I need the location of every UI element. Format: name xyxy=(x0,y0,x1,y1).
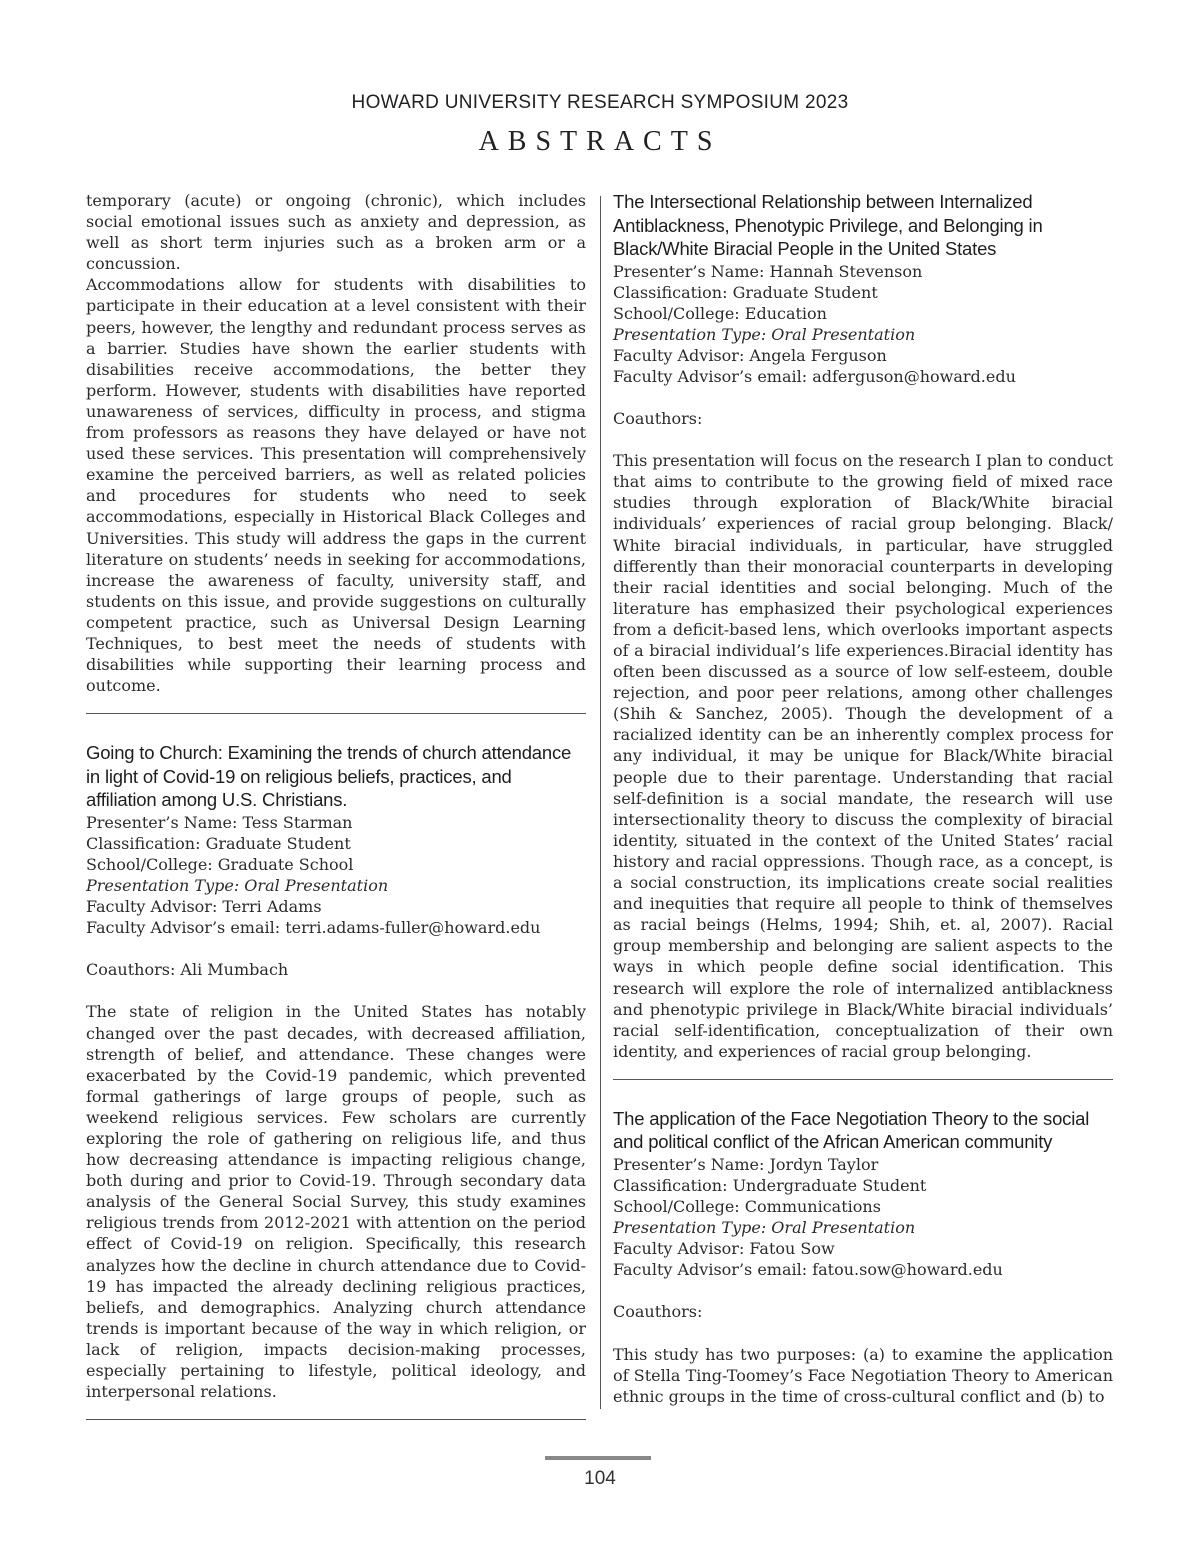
continued-abstract-text-2: Accommodations allow for students with disabilities to participate in their education at a level consistent with their peers, however, the lengthy and redundant process serves as a barrier. Studies have shown the earlier students with disabilities receive accommodations, the better they perform. However, students with disabilities have reported unawareness of services, difficulty in process, and stigma from professors as reasons they have delayed or have not used these services. This presentation will comprehensively examine the perceived barriers, as well as related policies and procedures for students who need to seek accommodations, especially in Historical Black Colleges and Universities. This study will address the gaps in the current literature on students’ needs in seeking for accommodations, increase the awareness of faculty, university staff, and students on this issue, and provide suggestions on culturally competent practice, such as Universal Design Learning Techniques, to best meet the needs of students with disabilities while supporting their learning process and outcome. xyxy=(86,275,586,696)
abstract-body: This presentation will focus on the research I plan to conduct that aims to contribute to the growing field of mixed race studies through exploration of Black/White biracial individuals’ experiences of racial group belonging. Black/ White biracial individuals, in particular, have struggled differently than their monoracial counterparts in developing their racial identities and social belonging. Much of the literature has emphasized their psychological experiences from a deficit-based lens, which overlooks important aspects of a biracial individual’s life experiences.Biracial identity has often been discussed as a source of low self-esteem, double rejection, and poor peer relations, among other challenges (Shih & Sanchez, 2005). Though the development of a racialized identity can be an inherently complex process for any individual, it may be unique for Black/White biracial people due to their parentage. Understanding that racial self-definition is a social mandate, the research will use intersectionality theory to discuss the complexity of biracial identity, situated in the context of the United States’ racial history and racial oppressions. Though race, as a concept, is a social construction, its implications create social realities and inequities that require all people to think of themselves as racial beings (Helms, 1994; Shih, et. al, 2007). Racial group membership and belonging are salient aspects to the ways in which people define social identification. This research will explore the role of internalized antiblackness and phenotypic privilege in Black/White biracial individuals’ racial self-identification, conceptualization of their own identity, and experiences of racial group belonging. xyxy=(613,451,1113,1061)
abstract-body: This study has two purposes: (a) to examine the application of Stella Ting-Toomey’s Face Negotiation Theory to American ethnic groups in the time of cross-cultural conflict and (b) to xyxy=(613,1344,1113,1406)
faculty-advisor: Faculty Advisor: Fatou Sow xyxy=(613,1239,835,1259)
school-college: School/College: Communications xyxy=(613,1197,881,1217)
presentation-type: Presentation Type: Oral Presentation xyxy=(86,876,389,896)
abstract-divider xyxy=(86,1419,586,1420)
school-college: School/College: Graduate School xyxy=(86,854,354,874)
page-number: 104 xyxy=(584,1468,616,1489)
right-column xyxy=(613,190,1113,1407)
continued-abstract-text: temporary (acute) or ongoing (chronic), which includes social emotional issues such as anxiety and depression, as well as short term injuries such as a broken arm or a concussion. xyxy=(86,191,586,274)
abstract-face-negotiation xyxy=(613,1107,1113,1407)
left-column xyxy=(86,190,586,1420)
classification: Classification: Undergraduate Student xyxy=(613,1175,927,1195)
faculty-advisor: Faculty Advisor: Terri Adams xyxy=(86,897,322,917)
abstract-title: The Intersectional Relationship between Internalized Antiblackness, Phenotypic Privilege, and Belonging in Black/White Biracial People in the United States xyxy=(613,191,1043,259)
abstract-title: Going to Church: Examining the trends of church attendance in light of Covid-19 on religious beliefs, practices, and affiliation among U.S. Christians. xyxy=(86,742,572,811)
coauthors: Coauthors: Ali Mumbach xyxy=(86,960,289,980)
coauthors: Coauthors: xyxy=(613,1302,703,1322)
faculty-advisor: Faculty Advisor: Angela Ferguson xyxy=(613,345,887,365)
presentation-type: Presentation Type: Oral Presentation xyxy=(613,324,916,344)
abstract-biracial-belonging xyxy=(613,190,1113,1080)
classification: Classification: Graduate Student xyxy=(613,282,878,302)
symposium-header: HOWARD UNIVERSITY RESEARCH SYMPOSIUM 2023 xyxy=(351,92,849,113)
abstract-body: The state of religion in the United States has notably changed over the past decades, with decreased affiliation, strength of belief, and attendance. These changes were exacerbated by the Covid-19 pandemic, which prevented formal gatherings of large groups of people, such as weekend religious services. Few scholars are currently exploring the role of gathering on religious life, and thus how decreasing attendance is impacting religious change, both during and prior to Covid-19. Through secondary data analysis of the General Social Survey, this study examines religious trends from 2012-2021 with attention on the period effect of Covid-19 on religion. Specifically, this research analyzes how the decline in church attendance due to Covid-19 has impacted the already declining religious practices, beliefs, and demographics. Analyzing church attendance trends is important because of the way in which religion, or lack of religion, impacts decision-making processes, especially pertaining to lifestyle, political ideology, and interpersonal relations. xyxy=(86,1002,586,1402)
presenter-name: Presenter’s Name: Jordyn Taylor xyxy=(613,1154,879,1174)
abstract-church-attendance xyxy=(86,741,586,1420)
abstract-title: The application of the Face Negotiation Theory to the social and political conflict of the African American community xyxy=(613,1107,1090,1153)
faculty-advisor-email: Faculty Advisor’s email: terri.adams-fuller@howard.edu xyxy=(86,918,541,938)
coauthors: Coauthors: xyxy=(613,409,703,429)
footer-bar xyxy=(545,1456,651,1460)
classification: Classification: Graduate Student xyxy=(86,833,351,853)
faculty-advisor-email: Faculty Advisor’s email: fatou.sow@howard.edu xyxy=(613,1260,1003,1280)
school-college: School/College: Education xyxy=(613,303,827,323)
column-divider xyxy=(600,196,601,1409)
section-title: ABSTRACTS xyxy=(478,126,722,157)
presenter-name: Presenter’s Name: Hannah Stevenson xyxy=(613,261,923,281)
presenter-name: Presenter’s Name: Tess Starman xyxy=(86,812,353,832)
faculty-advisor-email: Faculty Advisor’s email: adferguson@howard.edu xyxy=(613,366,1016,386)
presentation-type: Presentation Type: Oral Presentation xyxy=(613,1218,916,1238)
